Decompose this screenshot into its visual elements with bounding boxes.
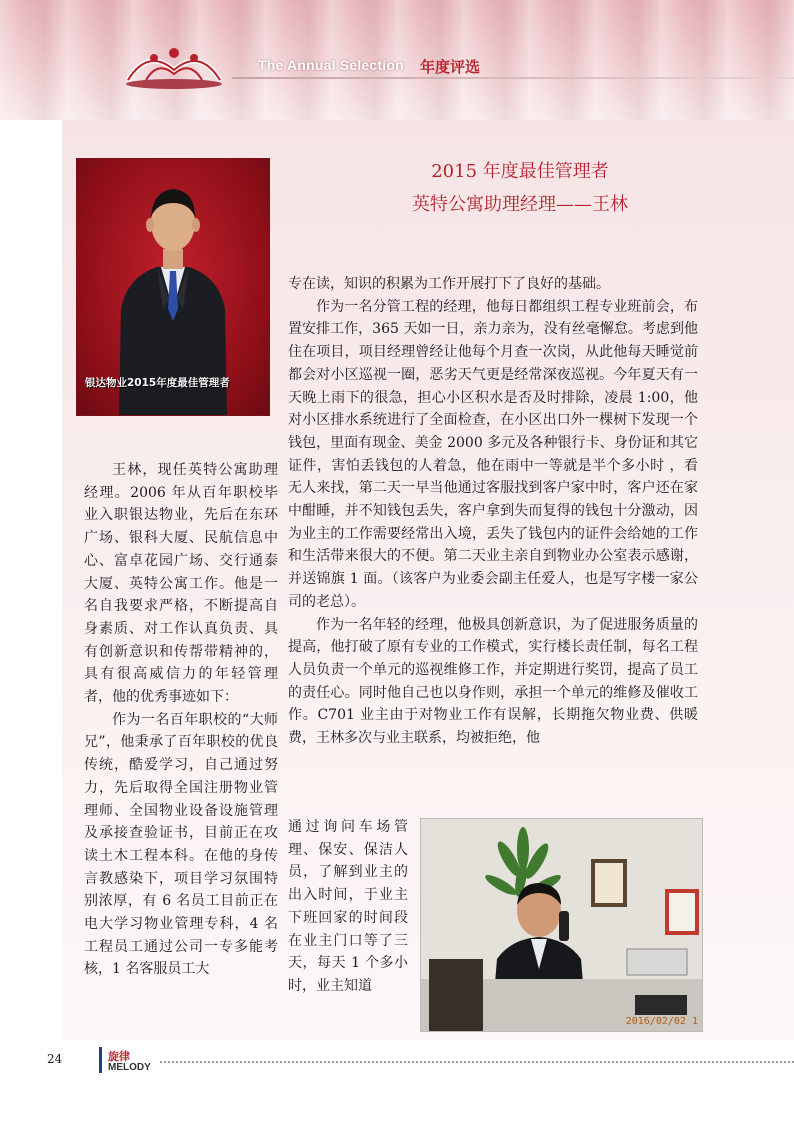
magazine-name-cn: 旋律 [108, 1050, 130, 1063]
portrait-photo [76, 158, 270, 416]
office-scene-icon [421, 819, 702, 1031]
magazine-logo-icon [118, 40, 230, 92]
section-title-en: The Annual Selection [258, 57, 404, 73]
left-column [84, 459, 278, 981]
office-photo [420, 818, 703, 1032]
photo-date-stamp: 2016/02/02 1 [625, 1016, 698, 1027]
footer-dotted-rule [160, 1061, 794, 1063]
article-subtitle: 英特公寓助理经理——王林 [412, 194, 628, 215]
paragraph: 作为一名年轻的经理，他极具创新意识，为了促进服务质量的提高，他打破了原有专业的工作模式，实行楼长责任制，每名工程人员负责一个单元的巡视维修工作，并定期进行奖罚，提高了员工的责任心。同时他自己也以身作则，承担一个单元的维修及催收工作。C701 业主由于对物业工作有误解，长期拖欠物业费、供暖费，王林多次与业主联系，均被拒绝，他 [288, 616, 698, 747]
right-column [288, 273, 698, 750]
paragraph: 专在读，知识的积累为工作开展打下了良好的基础。 [288, 276, 610, 292]
magazine-name-en: MELODY [108, 1062, 151, 1073]
footer-accent-bar [99, 1047, 102, 1073]
paragraph: 作为一名百年职校的“大师兄”，他秉承了百年职校的优良传统，酷爱学习，自己通过努力，先后取得全国注册物业管理师、全国物业设备设施管理及承接查验证书，目前正在攻读土木工程本科。在他的身传言教感染下，项目学习氛围特别浓厚，有 6 名员工目前正在电大学习物业管理专科，4 名工程员工通过公司一专多能考核，1 名客服员工大 [84, 711, 278, 978]
paragraph: 作为一名分管工程的经理，他每日都组织工程专业班前会，布置安排工作，365 天如一日，亲力亲为，没有丝毫懈怠。考虑到他住在项目，项目经理曾经让他每个月查一次岗，从此他每天睡觉前都会对小区巡视一圈，恶劣天气更是经常深夜巡视。今年夏天有一天晚上雨下的很急，担心小区积水是否及时排除，凌晨 1:00，他对小区排水系统进行了全面检查，在小区出口外一棵树下发现一个钱包，里面有现金、美金 2000 多元及各种银行卡、身份证和其它证件，害怕丢钱包的人着急，他在雨中一等就是半个多小时 ，看无人来找，第二天一早当他通过客服找到客户家中时，客户还在家中酣睡，并不知钱包丢失，客户拿到失而复得的钱包十分激动，因为业主的工作需要经常出入境，丢失了钱包内的证件会给她的工作和生活带来很大的不便。第二天业主亲自到物业办公室表示感谢，并送锦旗 1 面。（该客户为业委会副主任爱人，也是写字楼一家公司的老总）。 [288, 298, 698, 610]
photo-caption: 银达物业2015年度最佳管理者 [85, 377, 230, 389]
paragraph: 王林，现任英特公寓助理经理。2006 年从百年职校毕业入职银达物业，先后在东环广场、银科大厦、民航信息中心、富卓花园广场、交行通泰大厦、英特公寓工作。他是一名自我要求严格，不断提高自身素质、对工作认真负责、具有创新意识和传帮带精神的，具有很高威信力的年轻管理者，他的优秀事迹如下： [84, 462, 278, 706]
paragraph: 通过询问车场管理、保安、保洁人员，了解到业主的出入时间，于业主下班回家的时间段在业主门口等了三天，每天 1 个多小时，业主知道 [288, 819, 408, 994]
header-divider [232, 77, 794, 79]
section-title-cn: 年度评选 [420, 58, 481, 76]
wrapped-text [288, 816, 408, 998]
page-header [0, 0, 794, 120]
article-title: 2015 年度最佳管理者 [431, 161, 609, 182]
page-number: 24 [47, 1052, 63, 1066]
